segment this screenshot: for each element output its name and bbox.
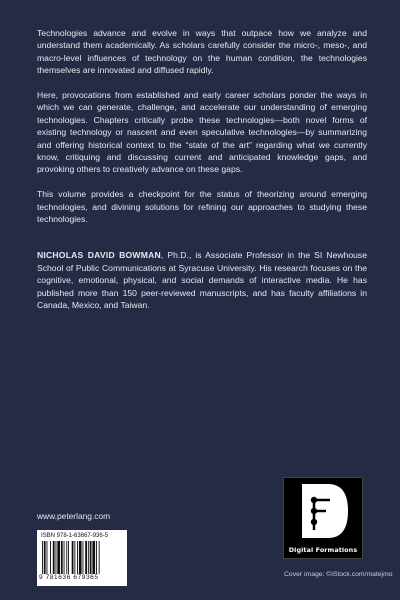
series-logo-icon bbox=[284, 478, 362, 544]
digital-formations-logo bbox=[283, 477, 363, 559]
back-cover-text bbox=[37, 27, 367, 324]
blurb-paragraph-2: Here, provocations from established and early career scholars ponder the ways in which we can generate, challenge, and accelerate our understanding of emerging technologies. Chapters critically probe these technologies—both novel forms of existing technology or nascent and even speculative technologies—by summarizing and offering historical context to the “state of the art” regarding what we currently know, critiquing and discussing current and anticipated knowledge gaps, and provoking others to creatively advance on these gaps. bbox=[37, 90, 367, 175]
isbn-label: ISBN 978-1-63667-936-5 bbox=[41, 533, 109, 539]
author-name: NICHOLAS DAVID BOWMAN bbox=[37, 250, 161, 261]
author-bio-text: , Ph.D., is Associate Professor in the SI Newhouse School of Public Communications at Syracuse University. His research focuses on the cognitive, emotional, physical, and social demands of interactive media. He has published more than 150 peer-reviewed manuscripts, and has faculty affiliations in Canada, Mexico, and Taiwan. bbox=[37, 250, 367, 311]
blurb-paragraph-3: This volume provides a checkpoint for the status of theorizing around emerging technologies, and divining solutions for refining our approaches to studying these technologies. bbox=[37, 189, 367, 225]
barcode-icon bbox=[41, 541, 123, 574]
cover-image-credit: Cover image: ©iStock.com/matejmo bbox=[284, 571, 393, 578]
isbn-barcode bbox=[37, 530, 127, 586]
publisher-website: www.peterlang.com bbox=[37, 511, 111, 521]
blurb-paragraph-1: Technologies advance and evolve in ways that outpace how we analyze and understand them academically. As scholars carefully consider the micro-, meso-, and macro-level influences of technology on the human condition, the technologies themselves are innovated and diffused rapidly. bbox=[37, 28, 367, 76]
author-bio bbox=[37, 249, 367, 311]
barcode-number: 9 781636 679365 bbox=[39, 574, 99, 581]
series-logo-caption: Digital Formations bbox=[288, 546, 358, 554]
